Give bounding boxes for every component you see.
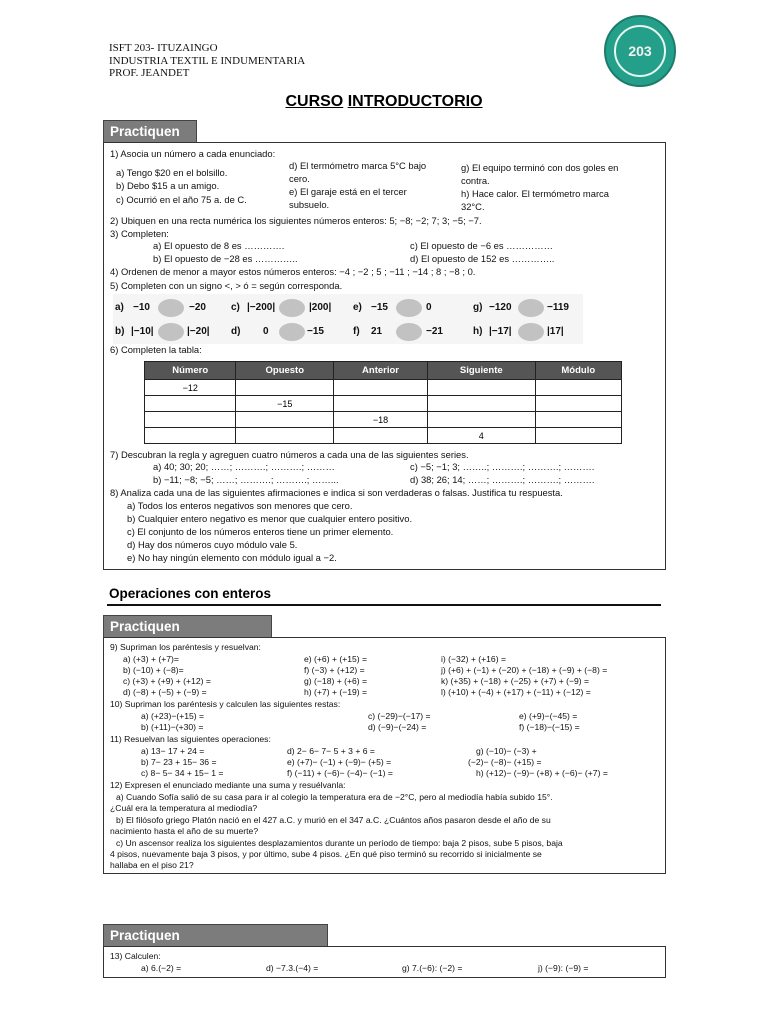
q13-item-d: d) −7.3.(−4) = <box>266 963 319 973</box>
col-header-anterior: Anterior <box>334 362 428 380</box>
header-block <box>109 42 305 80</box>
q3-text: 3) Completen: <box>110 228 169 239</box>
q11-item-g-cont: (−2)− (−8)− (+15) = <box>468 757 542 767</box>
number-table <box>144 361 622 444</box>
q9-item-c: c) (+3) + (+9) + (+12) = <box>123 676 211 686</box>
professor-name: PROF. JEANDET <box>109 67 190 79</box>
comparison-grid <box>113 294 583 344</box>
q1-item-h-line2: 32°C. <box>461 201 485 212</box>
q7-text: 7) Descubran la regla y agreguen cuatro números a cada una de las siguientes series. <box>110 449 469 460</box>
sign-label-b: b) <box>115 326 125 337</box>
q1-item-e-line2: subsuelo. <box>289 199 330 210</box>
q1-item-g-line2: contra. <box>461 175 490 186</box>
logo-number: 203 <box>628 43 652 59</box>
q9-item-k: k) (+35) + (−18) + (−25) + (+7) + (−9) = <box>441 676 590 686</box>
sign-blank-b[interactable] <box>158 323 184 341</box>
q4-text: 4) Ordenen de menor a mayor estos números enteros: −4 ; −2 ; 5 ; −11 ; −14 ; 8 ; −8 ; 0. <box>110 266 476 277</box>
q1-item-e-line1: e) El garaje está en el tercer <box>289 186 407 197</box>
q8-item-a: a) Todos los enteros negativos son menores que cero. <box>127 500 353 511</box>
q12-item-c-line2: 4 pisos, nuevamente baja 3 pisos, y por último, sube 4 pisos. ¿En qué piso terminó su recorrido si inicialmente se <box>110 849 542 859</box>
q11-item-g: g) (−10)− (−3) + <box>476 746 537 756</box>
q8-item-e: e) No hay ningún elemento con módulo igual a −2. <box>127 552 337 563</box>
q11-item-d: d) 2− 6− 7− 5 + 3 + 6 = <box>287 746 375 756</box>
sign-left-a: −10 <box>133 302 150 313</box>
sign-blank-e[interactable] <box>396 299 422 317</box>
q10-item-e: e) (+9)−(−45) = <box>519 711 578 721</box>
q8-item-c: c) El conjunto de los números enteros tiene un primer elemento. <box>127 526 394 537</box>
sign-left-f: 21 <box>371 326 383 337</box>
q12-item-a-line1: a) Cuando Sofía salió de su casa para ir al colegio la temperatura era de −2°C, pero al mediodía había subido 15°. <box>116 792 553 802</box>
sign-label-d: d) <box>231 326 241 337</box>
table-cell[interactable] <box>334 428 428 444</box>
q7-item-d: d) 38; 26; 14; ……; ……….; ……….; ………. <box>410 474 595 485</box>
table-row <box>145 396 622 412</box>
q13-item-j: j) (−9): (−9) = <box>538 963 589 973</box>
q10-item-c: c) (−29)−(−17) = <box>368 711 431 721</box>
q6-text: 6) Completen la tabla: <box>110 344 202 355</box>
table-cell[interactable] <box>145 396 236 412</box>
sign-right-g: −119 <box>547 302 569 313</box>
sign-label-h: h) <box>473 326 483 337</box>
q3-item-c: c) El opuesto de −6 es …………… <box>410 240 554 251</box>
sign-right-d: −15 <box>307 326 324 337</box>
q13-item-g: g) 7.(−6): (−2) = <box>402 963 463 973</box>
q11-item-a: a) 13− 17 + 24 = <box>141 746 205 756</box>
table-cell[interactable] <box>145 412 236 428</box>
q3-item-d: d) El opuesto de 152 es ………….. <box>410 253 555 264</box>
table-cell[interactable] <box>236 380 334 396</box>
q9-item-l: l) (+10) + (−4) + (+17) + (−11) + (−12) = <box>441 687 591 697</box>
table-cell[interactable]: −12 <box>145 380 236 396</box>
table-row <box>145 412 622 428</box>
q1-item-c: c) Ocurrió en el año 75 a. de C. <box>116 194 247 205</box>
sign-left-c: |−200| <box>247 302 276 313</box>
q1-item-d-line1: d) El termómetro marca 5°C bajo <box>289 160 427 171</box>
table-cell[interactable]: 4 <box>427 428 535 444</box>
q1-item-d-line2: cero. <box>289 173 310 184</box>
q1-item-g-line1: g) El equipo terminó con dos goles en <box>461 162 619 173</box>
table-cell[interactable] <box>334 396 428 412</box>
sign-label-a: a) <box>115 302 124 313</box>
section-title-operaciones: Operaciones con enteros <box>109 586 272 601</box>
q8-item-b: b) Cualquier entero negativo es menor que cualquier entero positivo. <box>127 513 413 524</box>
table-cell[interactable]: −15 <box>236 396 334 412</box>
q9-item-e: e) (+6) + (+15) = <box>304 654 368 664</box>
q8-item-d: d) Hay dos números cuyo módulo vale 5. <box>127 539 298 550</box>
title-word-1: CURSO <box>285 93 344 110</box>
practiquen-tab-3: Practiquen <box>103 924 328 946</box>
institution-name: ISFT 203- ITUZAINGO <box>109 42 218 54</box>
table-cell[interactable] <box>535 380 621 396</box>
q11-text: 11) Resuelvan las siguientes operaciones: <box>110 734 271 744</box>
table-cell[interactable] <box>236 412 334 428</box>
table-cell[interactable] <box>427 412 535 428</box>
q1-item-h-line1: h) Hace calor. El termómetro marca <box>461 188 609 199</box>
sign-left-d: 0 <box>263 326 269 337</box>
sign-right-h: |17| <box>547 326 564 337</box>
q10-item-b: b) (+11)−(+30) = <box>141 722 204 732</box>
q5-text: 5) Completen con un signo <, > ó = según corresponda. <box>110 280 343 291</box>
col-header-numero: Número <box>145 362 236 380</box>
sign-label-g: g) <box>473 302 483 313</box>
table-cell[interactable] <box>427 380 535 396</box>
q9-text: 9) Supriman los paréntesis y resuelvan: <box>110 642 261 652</box>
q10-item-a: a) (+23)−(+15) = <box>141 711 205 721</box>
sign-blank-g[interactable] <box>518 299 544 317</box>
q12-item-b-line1: b) El filósofo griego Platón nació en el 427 a.C. y murió en el 347 a.C. ¿Cuántos años pasaron desde el año de su <box>116 815 551 825</box>
sign-right-b: |−20| <box>187 326 210 337</box>
q9-item-i: i) (−32) + (+16) = <box>441 654 506 664</box>
department-name: INDUSTRIA TEXTIL E INDUMENTARIA <box>109 54 306 67</box>
table-cell[interactable] <box>535 428 621 444</box>
sign-left-h: |−17| <box>489 326 512 337</box>
q7-item-b: b) −11; −8; −5; ……; ……….; ……….; ……... <box>153 474 339 485</box>
table-cell[interactable] <box>145 428 236 444</box>
sign-blank-c[interactable] <box>279 299 305 317</box>
q12-item-a-line2: ¿Cuál era la temperatura al mediodía? <box>110 803 258 813</box>
page-title <box>0 93 768 111</box>
table-cell[interactable] <box>535 412 621 428</box>
q12-item-c-line1: c) Un ascensor realiza los siguientes desplazamientos durante un período de tiempo: baja 2 pisos, sube 5 pisos, baja <box>116 838 563 848</box>
practiquen-tab-1: Practiquen <box>103 120 197 142</box>
sign-left-g: −120 <box>489 302 512 313</box>
q3-item-b: b) El opuesto de −28 es ………….. <box>153 253 298 264</box>
sign-label-e: e) <box>353 302 362 313</box>
col-header-opuesto: Opuesto <box>236 362 334 380</box>
section-underline <box>107 604 661 606</box>
q13-item-a: a) 6.(−2) = <box>141 963 182 973</box>
table-cell[interactable]: −18 <box>334 412 428 428</box>
q12-text: 12) Expresen el enunciado mediante una suma y resuélvanla: <box>110 780 346 790</box>
col-header-siguiente: Siguiente <box>427 362 535 380</box>
q11-item-h: h) (+12)− (−9)− (+8) + (−6)− (+7) = <box>476 768 608 778</box>
q10-text: 10) Supriman los paréntesis y calculen las siguientes restas: <box>110 699 341 709</box>
q10-item-d: d) (−9)−(−24) = <box>368 722 427 732</box>
q12-item-c-line3: hallaba en el piso 21? <box>110 860 194 870</box>
table-cell[interactable] <box>535 396 621 412</box>
q1-item-b: b) Debo $15 a un amigo. <box>116 180 220 191</box>
table-cell[interactable] <box>427 396 535 412</box>
q9-item-d: d) (−8) + (−5) + (−9) = <box>123 687 207 697</box>
title-word-2: INTRODUCTORIO <box>347 93 483 110</box>
q13-text: 13) Calculen: <box>110 951 161 961</box>
sign-blank-d[interactable] <box>279 323 305 341</box>
q7-item-c: c) −5; −1; 3; ……..; ……….; ……….; ………. <box>410 461 595 472</box>
sign-blank-f[interactable] <box>396 323 422 341</box>
sign-right-e: 0 <box>426 302 432 313</box>
q9-item-j: j) (+6) + (−1) + (−20) + (−18) + (−9) + (−8) = <box>441 665 608 675</box>
q1-item-a: a) Tengo $20 en el bolsillo. <box>116 167 228 178</box>
table-header-row <box>145 362 622 380</box>
practiquen-tab-2: Practiquen <box>103 615 272 637</box>
table-cell[interactable] <box>334 380 428 396</box>
q1-text: 1) Asocia un número a cada enunciado: <box>110 148 276 159</box>
table-row <box>145 428 622 444</box>
q9-item-h: h) (+7) + (−19) = <box>304 687 368 697</box>
sign-right-a: −20 <box>189 302 206 313</box>
q11-item-e: e) (+7)− (−1) + (−9)− (+5) = <box>287 757 392 767</box>
sign-right-c: |200| <box>309 302 332 313</box>
sign-right-f: −21 <box>426 326 443 337</box>
q8-text: 8) Analiza cada una de las siguientes afirmaciones e indica si son verdaderas o falsas. Justifica tu respuesta. <box>110 487 563 498</box>
q9-item-b: b) (−10) + (−8)= <box>123 665 184 675</box>
q3-item-a: a) El opuesto de 8 es …………. <box>153 240 285 251</box>
sign-blank-h[interactable] <box>518 323 544 341</box>
institution-logo <box>604 15 676 87</box>
sign-left-b: |−10| <box>131 326 154 337</box>
q7-item-a: a) 40; 30; 20; ……; ……….; ……….; ……… <box>153 461 335 472</box>
sign-label-f: f) <box>353 326 360 337</box>
q9-item-a: a) (+3) + (+7)= <box>123 654 179 664</box>
q9-item-g: g) (−18) + (+6) = <box>304 676 368 686</box>
q10-item-f: f) (−18)−(−15) = <box>519 722 580 732</box>
table-row <box>145 380 622 396</box>
q9-item-f: f) (−3) + (+12) = <box>304 665 365 675</box>
sign-left-e: −15 <box>371 302 388 313</box>
q11-item-b: b) 7− 23 + 15− 36 = <box>141 757 217 767</box>
q11-item-f: f) (−11) + (−6)− (−4)− (−1) = <box>287 768 393 778</box>
sign-label-c: c) <box>231 302 240 313</box>
col-header-modulo: Módulo <box>535 362 621 380</box>
q11-item-c: c) 8− 5− 34 + 15− 1 = <box>141 768 224 778</box>
table-cell[interactable] <box>236 428 334 444</box>
q2-text: 2) Ubiquen en una recta numérica los siguientes números enteros: 5; −8; −2; 7; 3; −5; −7. <box>110 215 482 226</box>
sign-blank-a[interactable] <box>158 299 184 317</box>
q12-item-b-line2: nacimiento hasta el año de su muerte? <box>110 826 259 836</box>
